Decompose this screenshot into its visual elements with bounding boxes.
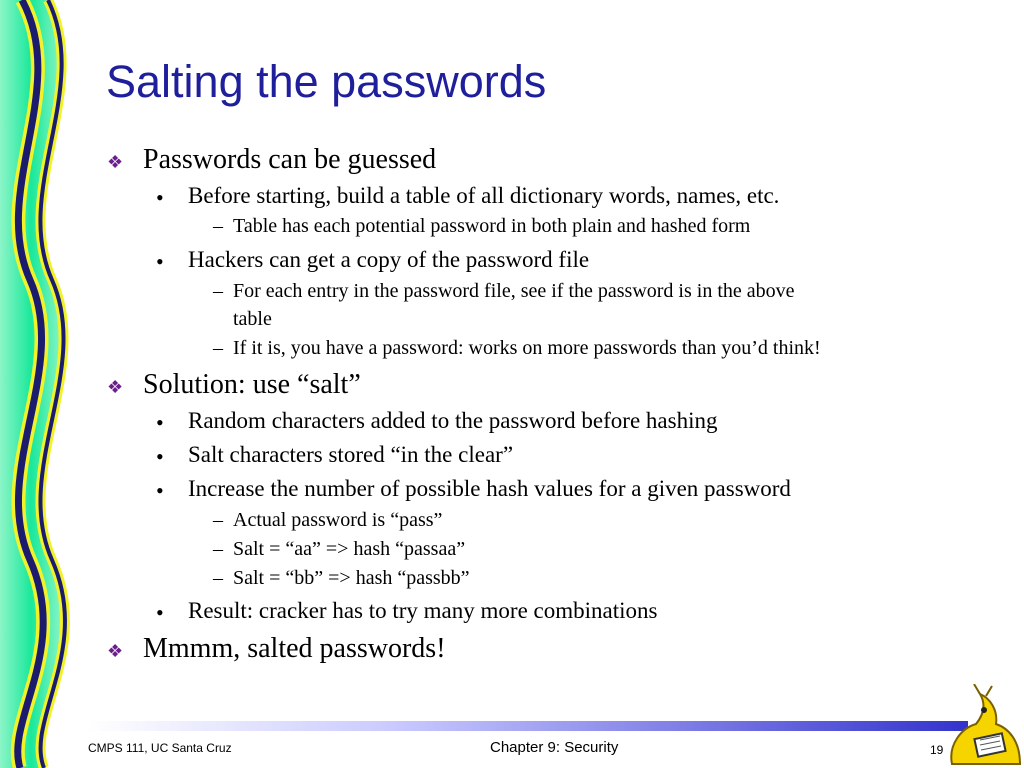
bullet-level2-text: Result: cracker has to try many more combinations — [188, 598, 658, 623]
round-bullet-icon: • — [156, 185, 164, 210]
bullet-level3-text: Actual password is “pass” — [233, 509, 443, 531]
bullet-level1-text: Passwords can be guessed — [143, 144, 437, 175]
diamond-bullet-icon: ❖ — [107, 641, 124, 661]
bullet-level2-text: Salt characters stored “in the clear” — [188, 442, 514, 467]
dash-bullet-icon: – — [213, 538, 223, 560]
bullet-level1-text: Mmmm, salted passwords! — [143, 633, 446, 664]
round-bullet-icon: • — [156, 249, 164, 274]
bullet-level2-text: Before starting, build a table of all dictionary words, names, etc. — [188, 183, 780, 208]
round-bullet-icon: • — [156, 478, 164, 503]
bullet-level3-text: Salt = “bb” => hash “passbb” — [233, 567, 470, 589]
dash-bullet-icon: – — [213, 567, 223, 589]
dash-bullet-icon: – — [213, 509, 223, 531]
bullet-level3-text: Table has each potential password in both plain and hashed form — [233, 215, 751, 237]
diamond-bullet-icon: ❖ — [107, 377, 124, 397]
diamond-bullet-icon: ❖ — [107, 152, 124, 172]
bullet-level2-text: Random characters added to the password before hashing — [188, 408, 718, 433]
footer-gradient-bar — [88, 721, 968, 731]
bullet-level3-text: For each entry in the password file, see if the password is in the above — [233, 280, 795, 302]
banana-slug-mascot-icon — [946, 684, 1024, 768]
round-bullet-icon: • — [156, 600, 164, 625]
bullet-level2-text: Hackers can get a copy of the password file — [188, 247, 590, 272]
bullet-level1-text: Solution: use “salt” — [143, 369, 361, 400]
dash-bullet-icon: – — [213, 337, 223, 359]
slide-title: Salting the passwords — [106, 56, 547, 107]
round-bullet-icon: • — [156, 410, 164, 435]
round-bullet-icon: • — [156, 444, 164, 469]
page-number: 19 — [930, 743, 944, 757]
bullet-level3-text: table — [233, 308, 272, 330]
dash-bullet-icon: – — [213, 215, 223, 237]
footer-course: CMPS 111, UC Santa Cruz — [88, 741, 232, 755]
bullet-level3-text: If it is, you have a password: works on more passwords than you’d think! — [233, 337, 821, 359]
bullet-level3-text: Salt = “aa” => hash “passaa” — [233, 538, 466, 560]
bullet-level2-text: Increase the number of possible hash values for a given password — [188, 476, 791, 501]
footer-chapter: Chapter 9: Security — [490, 739, 619, 756]
dash-bullet-icon: – — [213, 280, 223, 302]
